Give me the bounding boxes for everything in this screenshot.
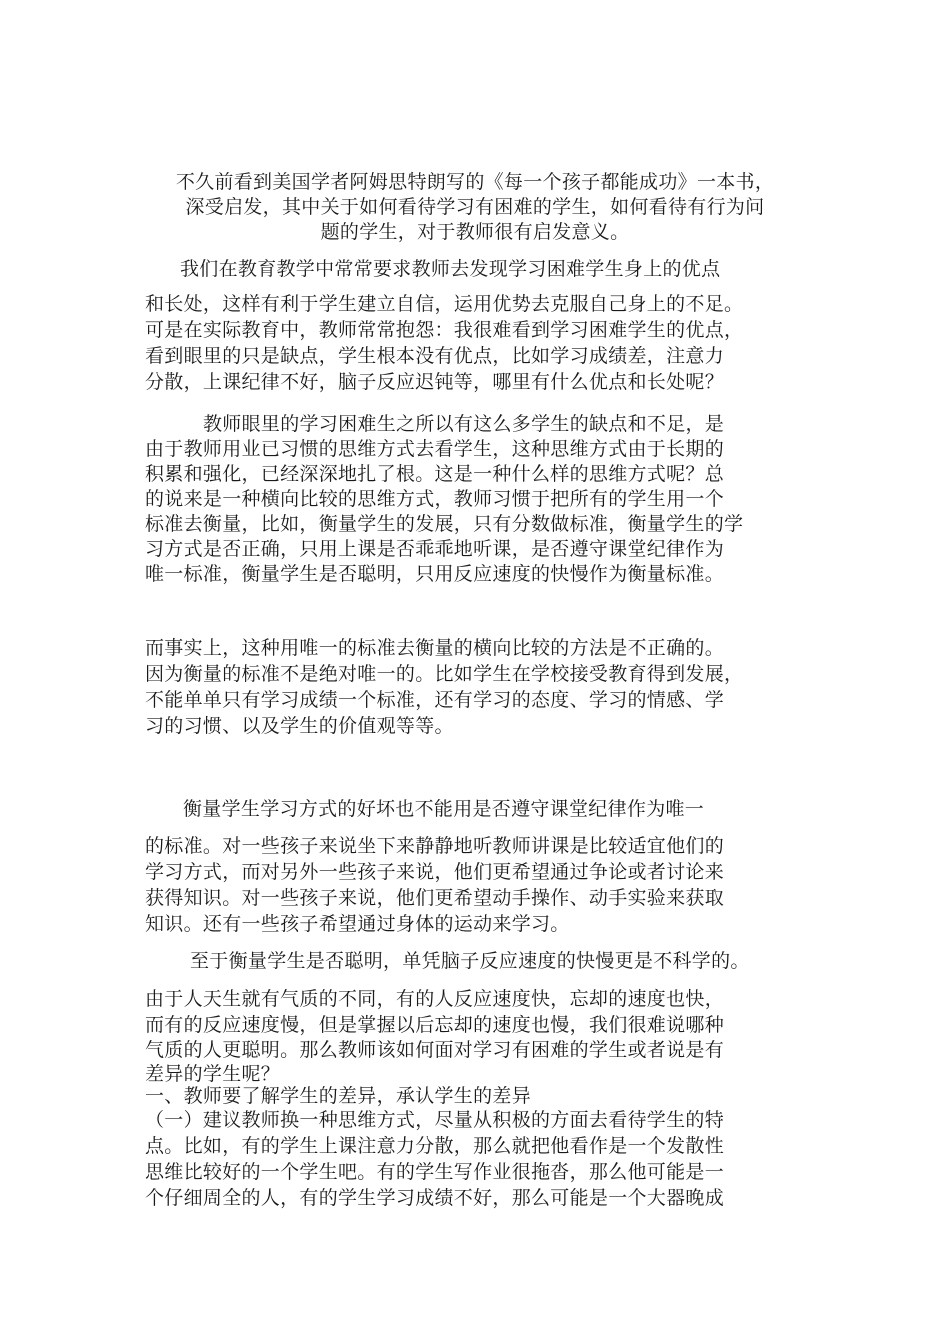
text-line: 唯一标准，衡量学生是否聪明，只用反应速度的快慢作为衡量标准。 <box>145 563 725 585</box>
text-line: 获得知识。对一些孩子来说，他们更希望动手操作、动手实验来获取 <box>145 887 725 909</box>
text-line: 衡量学生学习方式的好坏也不能用是否遵守课堂纪律作为唯一 <box>183 798 705 820</box>
text-line: 教师眼里的学习困难生之所以有这么多学生的缺点和不足，是 <box>203 413 725 435</box>
text-line: 点。比如，有的学生上课注意力分散，那么就把他看作是一个发散性 <box>145 1135 725 1157</box>
text-line: 和长处，这样有利于学生建立自信，运用优势去克服自己身上的不足。 <box>145 293 744 315</box>
text-line: 而事实上，这种用唯一的标准去衡量的横向比较的方法是不正确的。 <box>145 637 725 659</box>
text-line: 思维比较好的一个学生吧。有的学生写作业很拖沓，那么他可能是一 <box>145 1161 725 1183</box>
text-line: 标准去衡量，比如，衡量学生的发展，只有分数做标准，衡量学生的学 <box>145 513 744 535</box>
text-line: 由于教师用业已习惯的思维方式去看学生，这种思维方式由于长期的 <box>145 438 725 460</box>
text-line: 而有的反应速度慢，但是掌握以后忘却的速度也慢，我们很难说哪种 <box>145 1014 725 1036</box>
text-line: 我们在教育教学中常常要求教师去发现学习困难学生身上的优点 <box>180 258 721 280</box>
text-line: 习方式是否正确，只用上课是否乖乖地听课，是否遵守课堂纪律作为 <box>145 538 725 560</box>
text-line: 至于衡量学生是否聪明，单凭脑子反应速度的快慢更是不科学的。 <box>190 950 750 972</box>
section-heading: 一、教师要了解学生的差异，承认学生的差异 <box>145 1085 532 1107</box>
text-line: 因为衡量的标准不是绝对唯一的。比如学生在学校接受教育得到发展， <box>145 663 744 685</box>
text-line: 的标准。对一些孩子来说坐下来静静地听教师讲课是比较适宜他们的 <box>145 835 725 857</box>
text-line: 知识。还有一些孩子希望通过身体的运动来学习。 <box>145 913 570 935</box>
text-line: 个仔细周全的人，有的学生学习成绩不好，那么可能是一个大器晚成 <box>145 1187 725 1209</box>
text-line: 不久前看到美国学者阿姆思特朗写的《每一个孩子都能成功》一本书， <box>175 171 775 193</box>
text-line: 的说来是一种横向比较的思维方式，教师习惯于把所有的学生用一个 <box>145 488 725 510</box>
text-line: 题的学生，对于教师很有启发意义。 <box>320 221 630 243</box>
text-line: 深受启发，其中关于如何看待学习有困难的学生，如何看待有行为问 <box>185 196 765 218</box>
text-line: 分散，上课纪律不好，脑子反应迟钝等，哪里有什么优点和长处呢？ <box>145 371 725 393</box>
text-line: 看到眼里的只是缺点，学生根本没有优点，比如学习成绩差，注意力 <box>145 345 725 367</box>
text-line: 积累和强化，已经深深地扎了根。这是一种什么样的思维方式呢？总 <box>145 463 725 485</box>
text-line: （一）建议教师换一种思维方式，尽量从积极的方面去看待学生的特 <box>145 1109 725 1131</box>
text-line: 气质的人更聪明。那么教师该如何面对学习有困难的学生或者说是有 <box>145 1039 725 1061</box>
text-line: 学习方式，而对另外一些孩子来说，他们更希望通过争论或者讨论来 <box>145 861 725 883</box>
text-line: 不能单单只有学习成绩一个标准，还有学习的态度、学习的情感、学 <box>145 689 725 711</box>
text-line: 习的习惯、以及学生的价值观等等。 <box>145 715 454 737</box>
text-line: 差异的学生呢？ <box>145 1063 281 1085</box>
text-line: 由于人天生就有气质的不同，有的人反应速度快，忘却的速度也快， <box>145 988 725 1010</box>
text-line: 可是在实际教育中，教师常常抱怨：我很难看到学习困难学生的优点， <box>145 319 744 341</box>
